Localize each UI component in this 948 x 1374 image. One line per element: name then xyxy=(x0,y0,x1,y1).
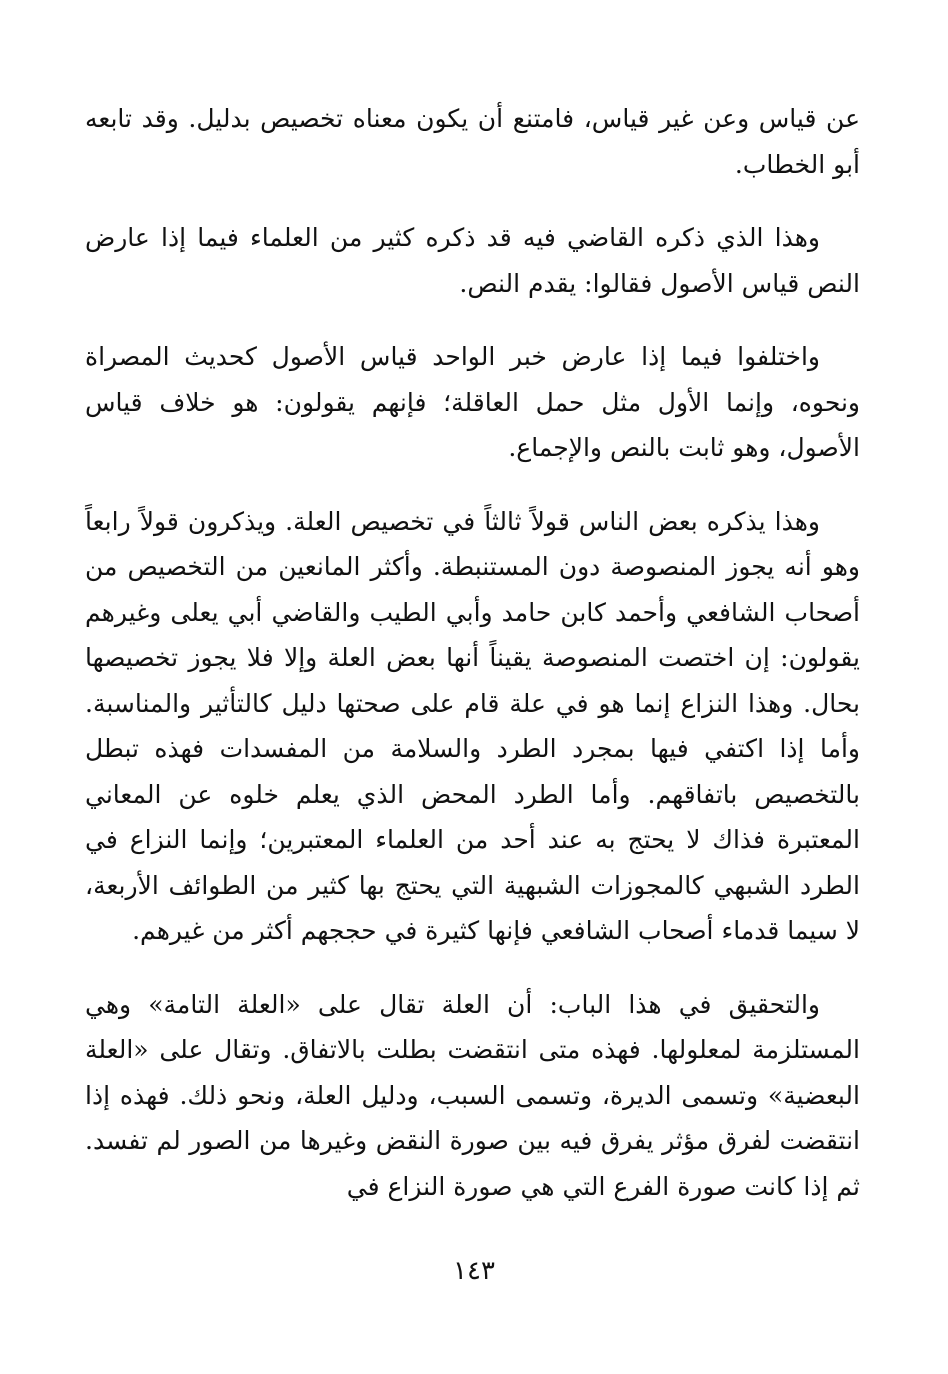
page-body xyxy=(85,96,860,1237)
paragraph-qadi-nass: وهذا الذي ذكره القاضي فيه قد ذكره كثير من العلماء فيما إذا عارض النص قياس الأصول فقالوا: يقدم النص. xyxy=(85,223,860,298)
page-number: ١٤٣ xyxy=(453,1256,495,1286)
paragraph-takhsis-illa: وهذا يذكره بعض الناس قولاً ثالثاً في تخصيص العلة. ويذكرون قولاً رابعاً وهو أنه يجوز المنصوصة دون المستنبطة. وأكثر المانعين من التخصيص من أصحاب الشافعي وأحمد كابن حامد وأبي الطيب والقاضي أبي يعلى وغيرهم يقولون: إن اختصت المنصوصة يقيناً أنها بعض العلة وإلا فلا يجوز تخصيصها بحال. وهذا النزاع إنما هو في علة قام على صحتها دليل كالتأثير والمناسبة. وأما إذا اكتفي فيها بمجرد الطرد والسلامة من المفسدات فهذه تبطل بالتخصيص باتفاقهم. وأما الطرد المحض الذي يعلم خلوه عن المعاني المعتبرة فذاك لا يحتج به عند أحد من العلماء المعتبرين؛ وإنما النزاع في الطرد الشبهي كالمجوزات الشبهية التي يحتج بها كثير من الطوائف الأربعة، لا سيما قدماء أصحاب الشافعي فإنها كثيرة في حججهم أكثر من غيرهم. xyxy=(85,506,860,945)
paragraph-continuation: عن قياس وعن غير قياس، فامتنع أن يكون معناه تخصيص بدليل. وقد تابعه أبو الخطاب. xyxy=(85,104,860,179)
paragraph-tahqiq: والتحقيق في هذا الباب: أن العلة تقال على «العلة التامة» وهي المستلزمة لمعلولها. فهذه متى انتقضت بطلت بالاتفاق. وتقال على «العلة البعضية» وتسمى الديرة، وتسمى السبب، ودليل العلة، ونحو ذلك. فهذه إذا انتقضت لفرق مؤثر يفرق فيه بين صورة النقض وغيرها من الصور لم تفسد. ثم إذا كانت صورة الفرع التي هي صورة النزاع في xyxy=(85,989,860,1201)
paragraph-khabar-wahid: واختلفوا فيما إذا عارض خبر الواحد قياس الأصول كحديث المصراة ونحوه، وإنما الأول مثل حمل العاقلة؛ فإنهم يقولون: هو خلاف قياس الأصول، وهو ثابت بالنص والإجماع. xyxy=(85,342,860,462)
